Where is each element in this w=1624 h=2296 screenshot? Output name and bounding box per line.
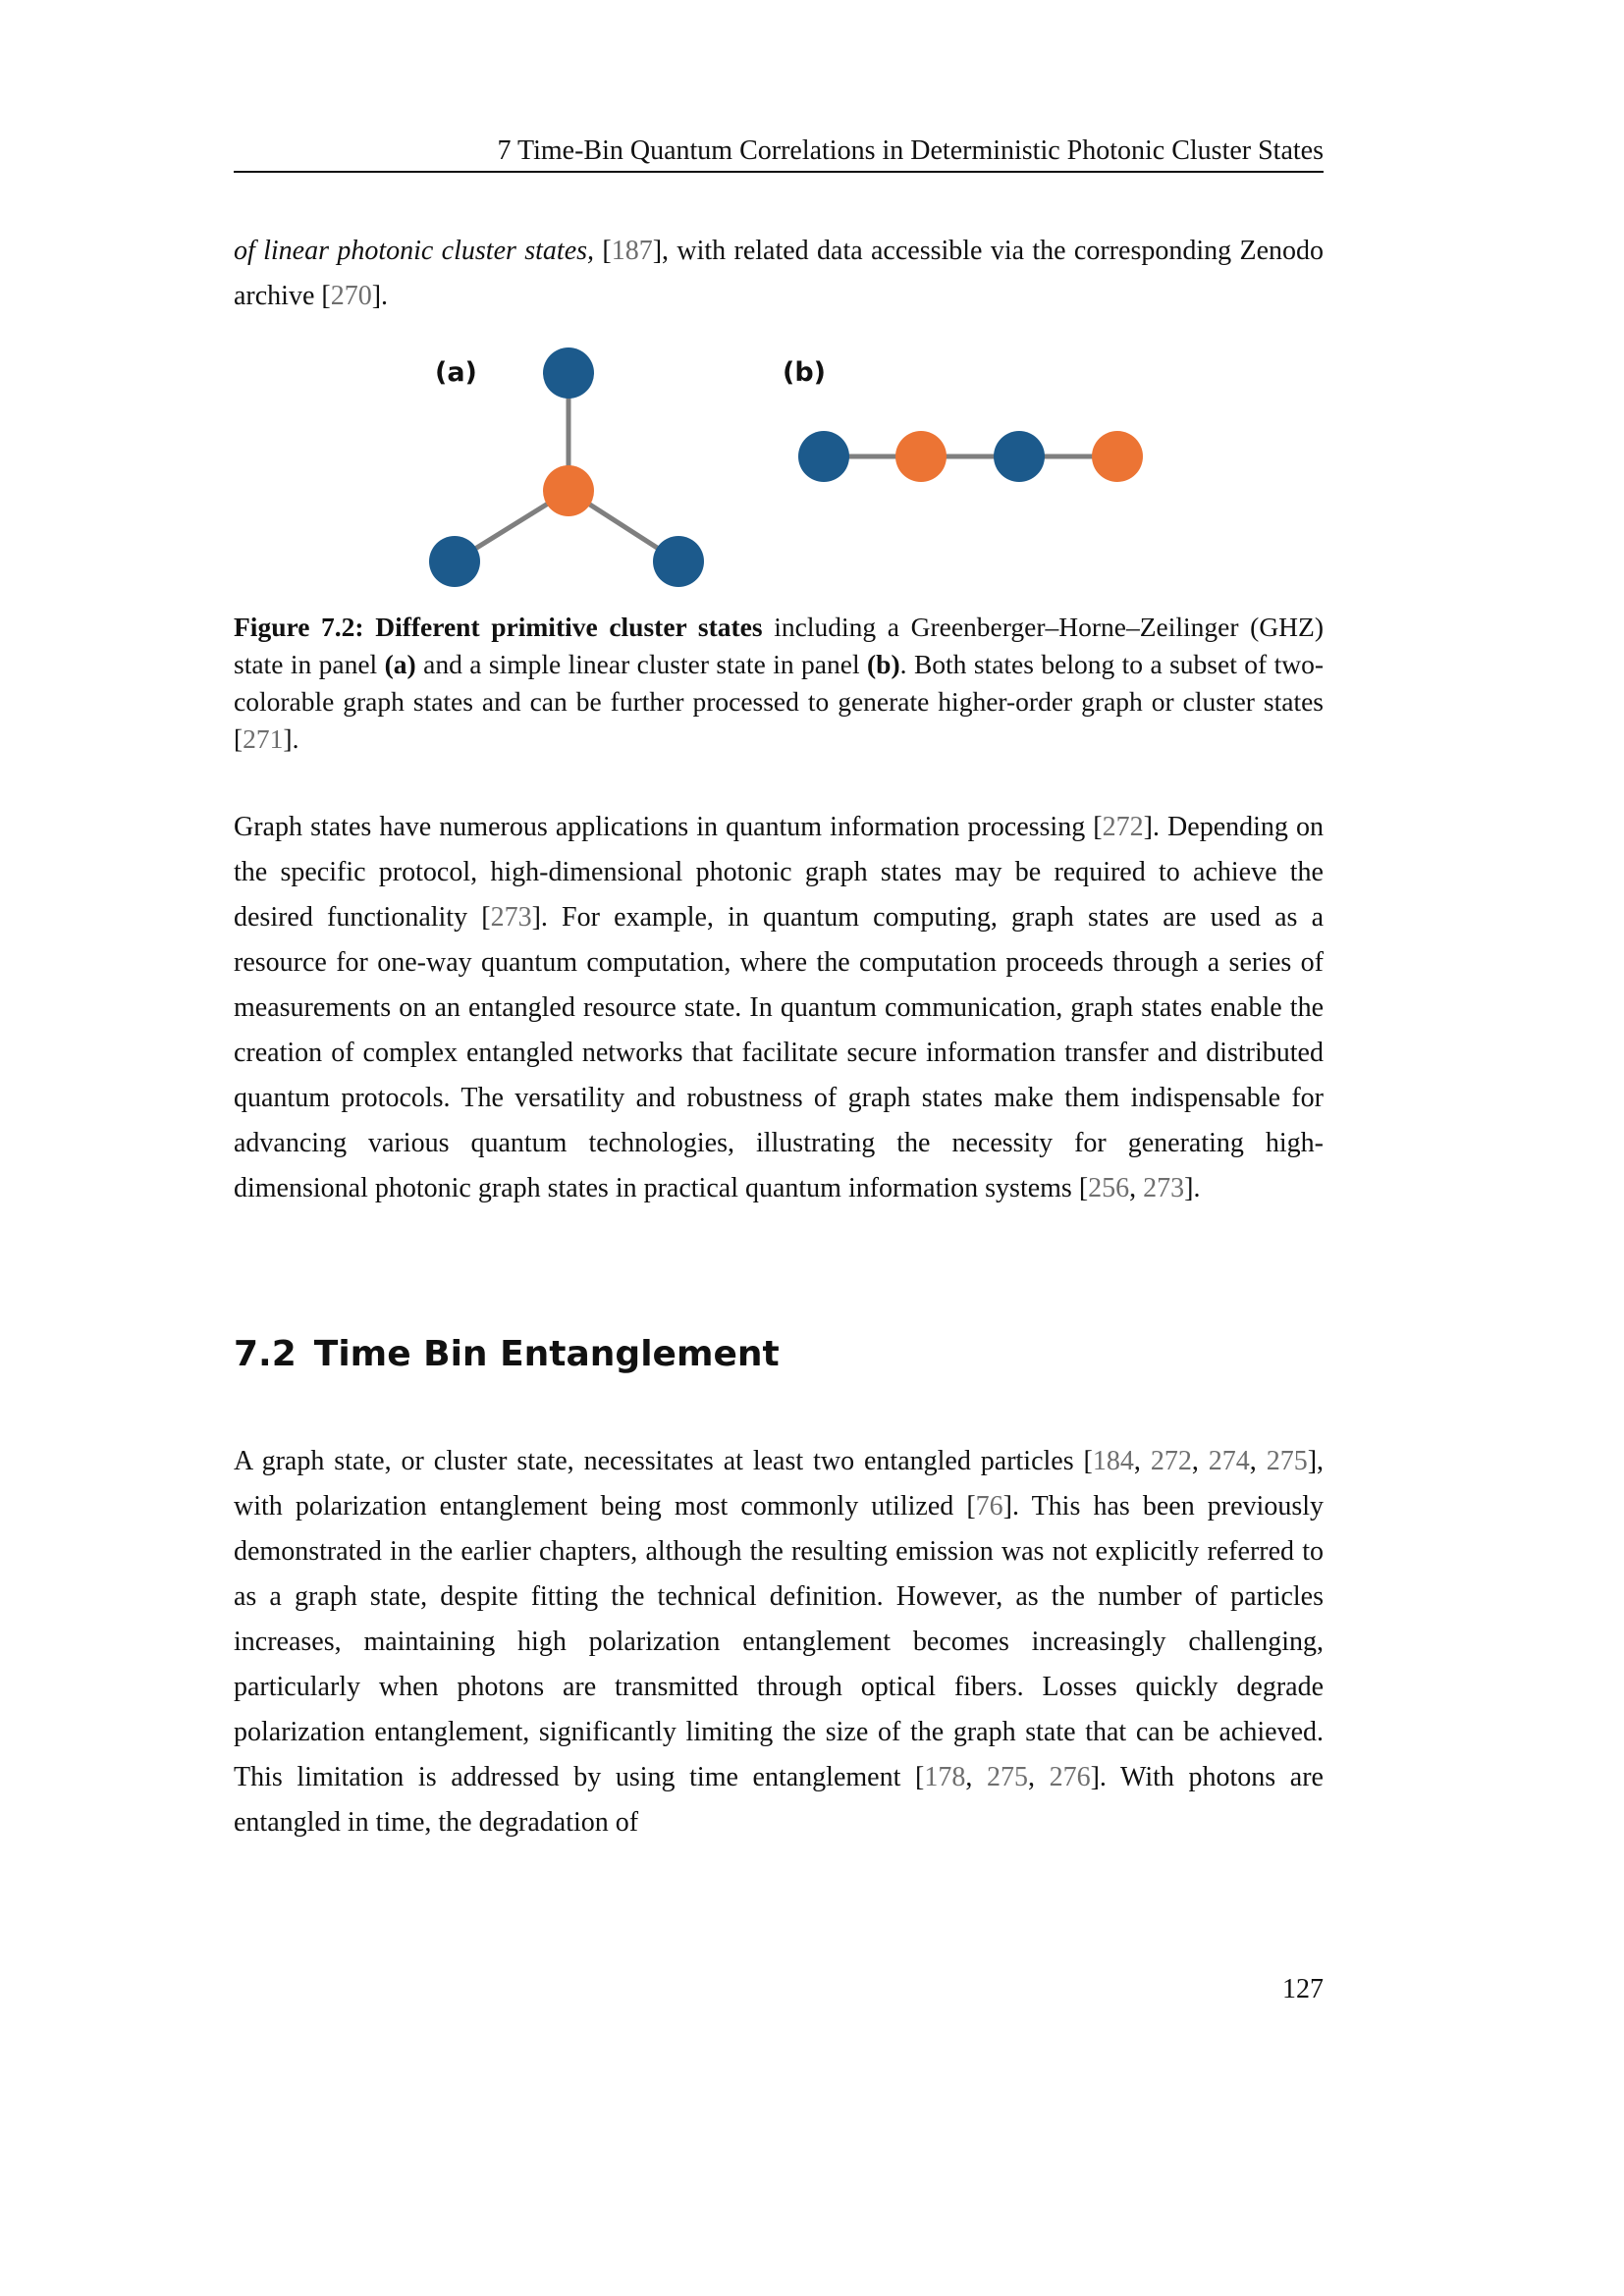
figure-caption: Figure 7.2: Different primitive cluster states including a Greenberger–Horne–Zeilinger (GHZ) state in panel (a) and a simple linear cluster state in panel (b). Both states belong to a subset of two-colorable graph states and can be further processed to generate higher-order graph or cluster states [271]. [234, 612, 1325, 754]
section-title: Time Bin Entanglement [313, 1334, 780, 1374]
section-number: 7.2 [234, 1334, 297, 1374]
citation-link[interactable]: 273 [490, 902, 532, 933]
citation-link[interactable]: 275 [1266, 1446, 1308, 1476]
citation-link[interactable]: 184 [1092, 1446, 1134, 1476]
graph-node [543, 465, 594, 516]
graph-node [429, 536, 480, 587]
graph-node [994, 431, 1045, 482]
citation-link[interactable]: 271 [243, 723, 284, 754]
panel-a-ghz-graph [429, 347, 704, 587]
citation-link[interactable]: 275 [986, 1762, 1028, 1792]
graph-node [895, 431, 947, 482]
panel-b-label: (b) [783, 357, 827, 388]
panel-a-label: (a) [435, 357, 477, 388]
graph-node [798, 431, 849, 482]
citation-link[interactable]: 273 [1143, 1173, 1185, 1203]
citation-link[interactable]: 76 [975, 1491, 1003, 1522]
citation-link[interactable]: 272 [1150, 1446, 1192, 1476]
citation-link[interactable]: 274 [1208, 1446, 1250, 1476]
citation-link[interactable]: 272 [1102, 812, 1144, 842]
citation-link[interactable]: 178 [924, 1762, 966, 1792]
body-paragraph-2: A graph state, or cluster state, necessitates at least two entangled particles [184, 272, 274, 275], with polarization entanglement being most commonly utilized [76]. This has been previously demonstrated in the earlier chapters, although the resulting emission was not explicitly referred to as a graph state, despite fitting the technical definition. However, as the number of particles increases, maintaining high polarization entanglement becomes increasingly challenging, particularly when photons are transmitted through optical fibers. Losses quickly degrade polarization entanglement, significantly limiting the size of the graph state that can be achieved. This limitation is addressed by using time entanglement [178, 275, 276]. With photons are entangled in time, the degradation of [234, 1446, 1325, 1838]
body-paragraph-1: Graph states have numerous applications in quantum information processing [272]. Depending on the specific protocol, high-dimensional photonic graph states may be required to achieve the desired functionality [273]. For example, in quantum computing, graph states are used as a resource for one-way quantum computation, where the computation proceeds through a series of measurements on an entangled resource state. In quantum communication, graph states enable the creation of complex entangled networks that facilitate secure information transfer and distributed quantum protocols. The versatility and robustness of graph states make them indispensable for advancing various quantum technologies, illustrating the necessity for generating high-dimensional photonic graph states in practical quantum information systems [256, 273]. [234, 812, 1325, 1203]
figure-label: Figure 7.2: [234, 612, 364, 642]
section-heading [234, 1330, 780, 1379]
panel-b-linear-graph [783, 357, 1143, 482]
citation-link[interactable]: 187 [611, 236, 653, 266]
citation-link[interactable]: 256 [1088, 1173, 1130, 1203]
page-number: 127 [1282, 1974, 1324, 2004]
cluster-state-figure [0, 0, 1624, 599]
citation-link[interactable]: 270 [330, 281, 372, 311]
graph-node [543, 347, 594, 399]
intro-paragraph: of linear photonic cluster states, [187], with related data accessible via the corresponding Zenodo archive [270]. [234, 236, 1324, 311]
citation-link[interactable]: 276 [1049, 1762, 1091, 1792]
chapter-title: 7 Time-Bin Quantum Correlations in Deterministic Photonic Cluster States [497, 135, 1324, 166]
graph-node [1092, 431, 1143, 482]
figure-title: Different primitive cluster states [363, 612, 763, 642]
graph-node [653, 536, 704, 587]
